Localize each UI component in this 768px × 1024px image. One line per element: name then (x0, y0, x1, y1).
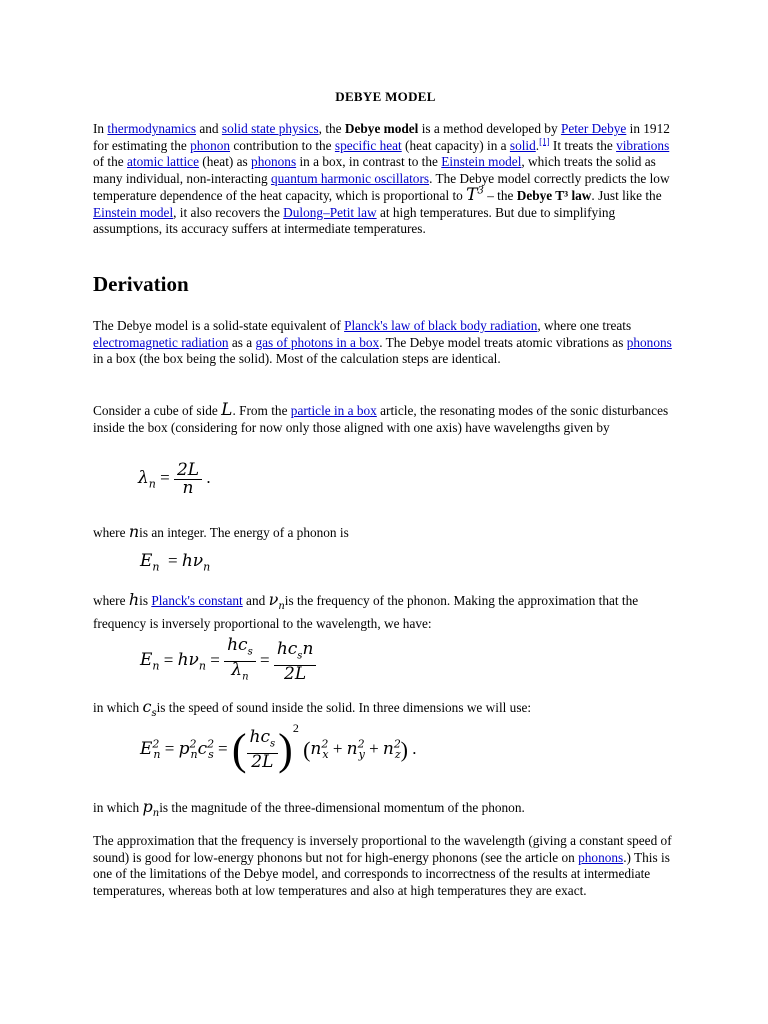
equation-three-dimensions: $E^2_n = p^2_nc^2_s$ = ( $\frac{hc_s}{2L}$ )$^2$ $(n^2_x + n^2_y + n^2_z)$ . (140, 721, 417, 774)
reference-link[interactable]: [1] (539, 136, 550, 147)
equation-wavelength: $\lambda_n$ = $\frac{2L}{n}$ . (138, 460, 211, 498)
derivation-paragraph-2: Consider a cube of side L. From the particle in a box article, the resonating modes of the sonic disturbances inside the box (considering for now only those aligned with one axis) have wavelengths given by (93, 400, 669, 435)
link-phonons[interactable]: phonons (251, 154, 297, 169)
link-phonons-3[interactable]: phonons (578, 849, 624, 865)
link-electromagnetic-radiation[interactable]: electromagnetic radiation (93, 334, 229, 350)
link-phonons-2[interactable]: phonons (626, 334, 672, 350)
equation-phonon-energy: $E_n = h\nu_n$ (140, 551, 211, 574)
link-plancks-law[interactable]: Planck's law of black body radiation (344, 318, 538, 333)
derivation-paragraph-5: in which $c_sis$ the speed of sound inside the solid. In three dimensions we will use: (93, 697, 532, 720)
math-p-n: $p_n$ (142, 797, 160, 820)
link-vibrations[interactable]: vibrations (616, 137, 670, 153)
equation-energy-approximation: $E_n = h\nu_n$ = $\frac{hc_s}{\lambda_n}$ = $\frac{hc_sn}{2L}$ (140, 637, 316, 686)
link-particle-in-a-box[interactable]: particle in a box (290, 403, 377, 418)
link-gas-of-photons[interactable]: gas of photons in a box (255, 334, 380, 350)
link-atomic-lattice[interactable]: atomic lattice (126, 154, 199, 169)
derivation-paragraph-6: in which $p_nis$ the magnitude of the three-dimensional momentum of the phonon. (93, 797, 525, 820)
link-specific-heat[interactable]: specific heat (334, 137, 402, 153)
derivation-paragraph-7: The approximation that the frequency is inversely proportional to the wavelength (giving a constant speed of sound) is good for low-energy phonons but not for high-energy phonons (see the article on phonons.) This is one of the limitations of the Debye model, and corresponds to incorrectness of the results at intermediate temperatures, whereas both at low temperatures and also at high temperatures they are exact. (93, 833, 672, 898)
derivation-paragraph-1: The Debye model is a solid-state equivalent of Planck's law of black body radiation, where one treats electromagnetic radiation as a gas of photons in a box. The Debye model treats atomic vibrations as phonons in a box (the box being the solid). Most of the calculation steps are identical. (93, 318, 672, 366)
derivation-paragraph-3: where nis an integer. The energy of a phonon is (93, 522, 349, 541)
link-solid[interactable]: solid (509, 137, 536, 153)
math-nu-n: $\nu_n$ (268, 590, 285, 613)
link-thermodynamics[interactable]: thermodynamics (107, 121, 197, 136)
section-heading-derivation: Derivation (93, 272, 189, 296)
link-phonon[interactable]: phonon (190, 137, 231, 153)
link-peter-debye[interactable]: Peter Debye (560, 121, 627, 136)
math-c-s: $c_s$ (142, 697, 157, 720)
math-L: L (221, 400, 233, 420)
link-einstein-model[interactable]: Einstein model (441, 154, 522, 169)
link-dulong-petit-law[interactable]: Dulong–Petit law (283, 204, 377, 220)
link-plancks-constant[interactable]: Planck's constant (151, 593, 243, 608)
derivation-paragraph-4: where his Planck's constant and $\nu_nis$ the frequency of the phonon. Making the approximation that the frequency is inversely proportional to the wavelength, we have: (93, 590, 639, 631)
math-t-cubed: $T^3$ (466, 185, 484, 205)
math-h: h (128, 590, 140, 609)
math-n: n (128, 522, 140, 541)
intro-paragraph: In thermodynamics and solid state physics, the Debye model is a method developed by Peter Debye in 1912 for estimating the phonon contribution to the specific heat (heat capacity) in a solid.[1] It treats the vibrations of the atomic lattice (heat) as phonons in a box, in contrast to the Einstein model, which treats the solid as many individual, non-interacting quantum harmonic oscillators. The Debye model correctly predicts the low temperature dependence of the heat capacity, which is proportional to $T^3$ – the Debye T³ law. Just like the Einstein model, it also recovers the Dulong–Petit law at high temperatures. But due to simplifying assumptions, its accuracy suffers at intermediate temperatures. (93, 121, 670, 236)
document-title: DEBYE MODEL (335, 89, 436, 104)
link-solid-state-physics[interactable]: solid state physics (221, 121, 319, 136)
link-quantum-harmonic-oscillators[interactable]: quantum harmonic oscillators (271, 170, 430, 186)
link-einstein-model-2[interactable]: Einstein model (93, 204, 174, 220)
